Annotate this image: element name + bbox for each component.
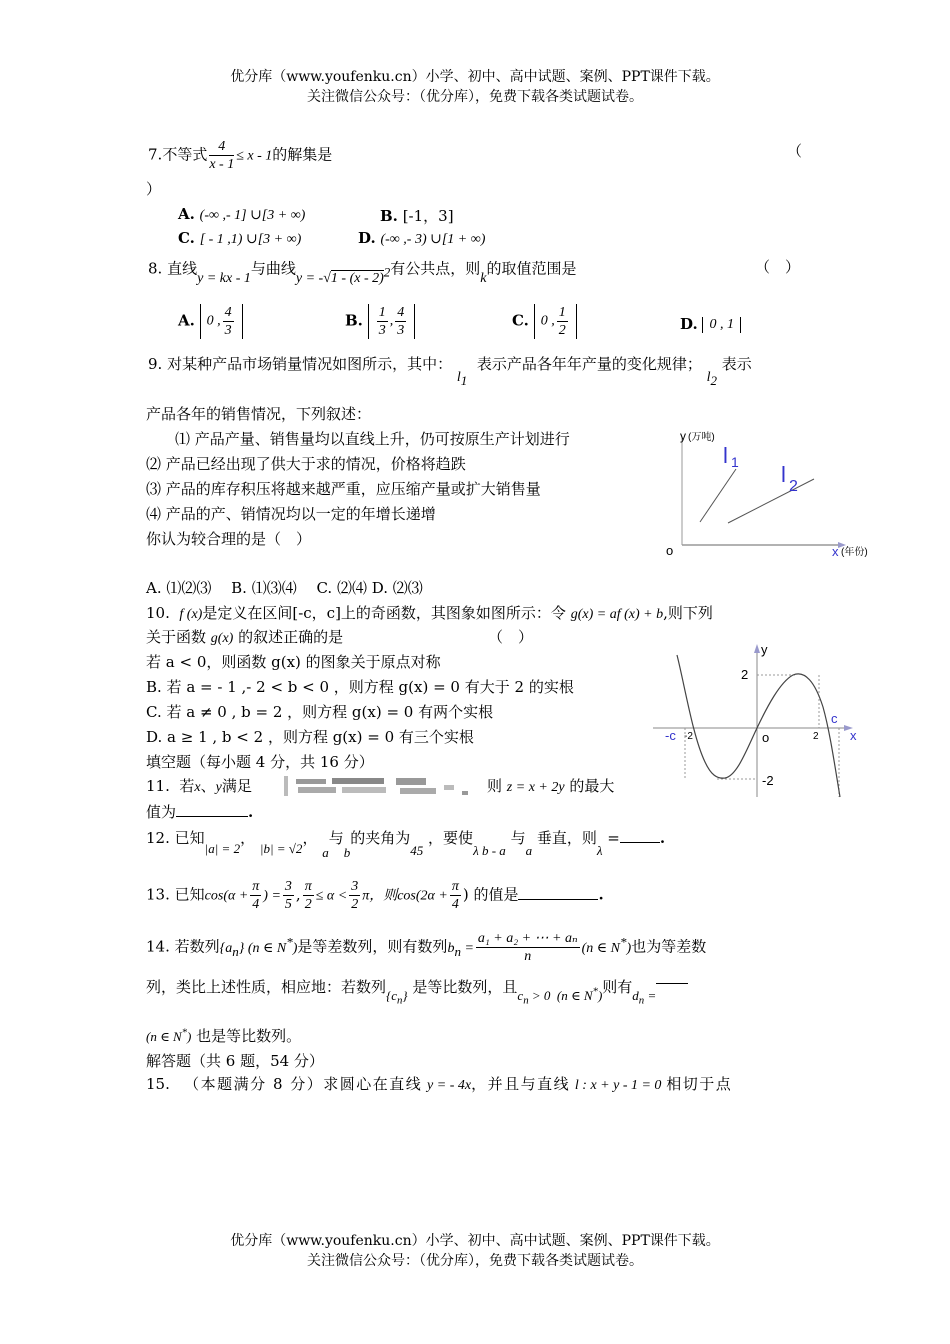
footer-line-2: 关注微信公众号：（优分库），免费下载各类试题试卷。 (307, 1253, 643, 1269)
q10-tick-pos2: 2 (813, 731, 819, 742)
q8-radical: √1 - (x - 2)$^2$ (323, 264, 391, 286)
q10-tick-y2: 2 (741, 667, 749, 682)
q7-option-d: D. (-∞ ,- 3) ∪[1 + ∞) (358, 229, 486, 247)
q7-paren-left: （ (787, 142, 803, 160)
q8-option-b: B. $\frac{1}{3}$ , $\frac{4}{3}$ (345, 304, 415, 339)
q10-stem: 10. f (x)是定义在区间[-c，c]上的奇函数，其图象如图所示：令 g(x) = af (x) + b,则下列 (146, 604, 713, 622)
q14-stem-3: (n ∈ N*) 也是等比数列。 (146, 1026, 302, 1045)
q7-paren-right: ） (146, 180, 162, 198)
q10-curve (677, 655, 840, 797)
q9-line-l1 (700, 469, 736, 522)
q7-frac-den: x - 1 (209, 157, 235, 172)
q10-label-neg-c: -c (665, 728, 676, 743)
q8-option-d: D. 0 , 1 (680, 315, 741, 333)
q9-statement-3: ⑶ 产品的库存积压将越来越严重，应压缩产量或扩大销售量 (146, 480, 541, 498)
q7-text-post: 的解集是 (272, 145, 333, 164)
q11-blank[interactable] (176, 816, 248, 817)
q12-blank[interactable] (620, 842, 660, 843)
q9-line-l2 (728, 479, 814, 523)
answer-section-title: 解答题（共 6 题，54 分） (146, 1052, 324, 1070)
q9-y-unit: (万吨) (688, 432, 715, 443)
q12-stem: 12. 已知|a| = 2， |b| = √2， a与b的夹角为45 ，要使λ b - a 与a 垂直，则λ = . (146, 829, 666, 860)
q7-text-pre: 不等式 (162, 145, 208, 164)
q7-fraction (209, 138, 234, 173)
q13-stem: 13. 已知cos(α + $\frac{\pi}{4}$ ) = $\frac{3}{5}$ , $\frac{\pi}{2}$ ≤ α < $\frac{3}{2}$ π，则cos(2α + $\frac{\pi}{4}$ ) 的值是 . (146, 879, 604, 912)
q10-option-c: C. 若 a ≠ 0 , b = 2 ，则方程 g(x) = 0 有两个实根 (146, 703, 494, 721)
q10-tick-yneg2: -2 (762, 773, 774, 788)
header-line-2: 关注微信公众号：（优分库），免费下载各类试题试卷。 (307, 89, 643, 105)
q11-constraint-image (282, 773, 480, 799)
q10-x-label: x (850, 728, 857, 743)
q9-statement-4: ⑷ 产品的产、销情况均以一定的年增长递增 (146, 505, 436, 523)
q10-y-label: y (761, 642, 768, 657)
q8-option-c: C. 0 , $\frac{1}{2}$ (512, 304, 577, 339)
q11-stem: 11. 若x、y满足 (146, 777, 252, 795)
fill-section-title: 填空题（每小题 4 分，共 16 分） (146, 753, 374, 771)
q10-y-arrow (754, 644, 760, 653)
q15-stem: 15. （本题满分 8 分）求圆心在直线 y = - 4x，并且与直线 l : x + y - 1 = 0 相切于点 (146, 1075, 733, 1093)
q9-label-l2: l (781, 462, 786, 487)
header-line-1: 优分库（www.youfenku.cn）小学、初中、高中试题、案例、PPT课件下载。 (230, 69, 720, 85)
q9-options: A. ⑴⑵⑶ B. ⑴⑶⑷ C. ⑵⑷ D. ⑵⑶ (146, 579, 423, 597)
q9-label-l2-sub: 2 (789, 478, 798, 495)
q9-question: 你认为较合理的是（ ） (146, 530, 312, 548)
q10-label-c: c (831, 711, 838, 726)
q10-tick-neg2: -2 (684, 731, 693, 742)
q9-origin: o (666, 543, 674, 558)
q10-option-d: D. a ≥ 1 , b < 2 ，则方程 g(x) = 0 有三个实根 (146, 728, 474, 746)
q9-label-l1-sub: 1 (731, 454, 739, 470)
q9-graph (660, 425, 880, 560)
q14-blank[interactable] (656, 983, 688, 984)
q10-stem-2: 关于函数 g(x) 的叙述正确的是 (146, 628, 344, 646)
q10-paren: （ ） (488, 628, 534, 646)
q7-option-c: C. [ - 1 ,1) ∪[3 + ∞) (178, 229, 302, 247)
q11-stem-2: 则 z = x + 2y 的最大 (487, 777, 615, 795)
q9-x-unit: (年份) (841, 547, 868, 558)
q9-x-label: x (832, 544, 839, 559)
q11-answer: 值为 . (146, 803, 254, 821)
q9-statement-1: ⑴ 产品产量、销售量均以直线上升，仍可按原生产计划进行 (175, 430, 570, 448)
q14-stem-2: 列，类比上述性质，相应地：若数列$\{c_n\}$ 是等比数列，且$c_n > 0$ (n ∈ N*)则有$d_n$ = (146, 976, 688, 999)
q7-stem (148, 138, 332, 173)
q7-option-a: A. (-∞ ,- 1] ∪[3 + ∞) (178, 205, 306, 223)
q8-stem: 8. 直线y = kx - 1与曲线y = -√1 - (x - 2)$^2$有公共点，则k的取值范围是 (148, 259, 577, 286)
q7-ineq: ≤ x - 1 (236, 148, 273, 164)
q9-statement-2: ⑵ 产品已经出现了供大于求的情况，价格将趋跌 (146, 455, 466, 473)
q10-option-a: 若 a < 0，则函数 g(x) 的图象关于原点对称 (146, 653, 441, 671)
q8-paren: （ ） (755, 258, 801, 276)
q7-number: 7. (148, 145, 163, 164)
q9-stem: 9. 对某种产品市场销量情况如图所示，其中： $l_1$ 表示产品各年年产量的变化规律； $l_2$ 表示 (148, 355, 752, 388)
q9-stem-2: 产品各年的销售情况，下列叙述： (146, 405, 372, 423)
q10-origin: o (762, 730, 770, 745)
q13-blank[interactable] (518, 899, 598, 900)
q14-stem: 14. 若数列$\{a_n\}$ (n ∈ N*)是等差数列，则有数列$b_n$ = $\frac{\text{a₁ + a₂ + ⋯ + aₙ}}{n}$ (n ∈ N*)也为等差数 (146, 931, 707, 964)
q7-frac-num: 4 (209, 138, 234, 156)
q8-option-a: A. 0 , $\frac{4}{3}$ (178, 304, 243, 339)
q7-option-b: B. [-1，3] (380, 207, 454, 225)
footer-line-1: 优分库（www.youfenku.cn）小学、初中、高中试题、案例、PPT课件下载。 (230, 1233, 720, 1249)
q10-option-b: B. 若 a = - 1 ,- 2 < b < 0 ，则方程 g(x) = 0 有大于 2 的实根 (146, 678, 574, 696)
q9-y-label: y (680, 429, 686, 443)
q9-label-l1: l (723, 443, 728, 468)
q10-graph (645, 637, 870, 805)
